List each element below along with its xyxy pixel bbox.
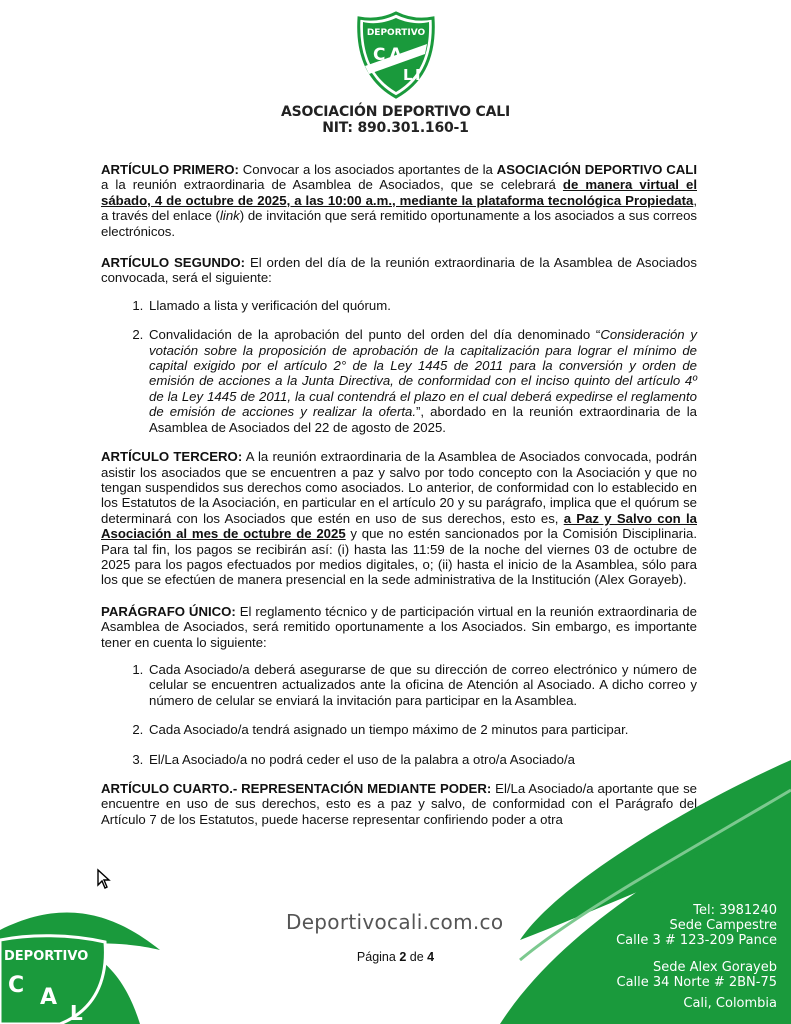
svg-text:L: L [403,66,413,84]
list-item: 1. Cada Asociado/a deberá asegurarse de que su dirección de correo electrónico y número de celular se encuentren actualizados ante la oficina de Atención al Asociado. A dicho correo y número de celular se enviará la invitación para participar en la Asamblea. [147,662,697,708]
footer-addr-campestre: Calle 3 # 123-209 Pance [616,933,777,948]
articulo-cuarto: ARTÍCULO CUARTO.- REPRESENTACIÓN MEDIANTE PODER: El/La Asociado/a aportante que se encuentre en uso de sus derechos, esto es a paz y salvo, de conformidad con el Parágrafo del Artículo 7 de los Estatutos, puede hacerse representar confiriendo poder a otra [101,781,698,827]
paragrafo-unico: PARÁGRAFO ÚNICO: El reglamento técnico y de participación virtual en la reunión extraordinaria de Asamblea de Asociados, será remitido oportunamente a los Asociados. Sin embargo, es importante tener en cuenta lo siguiente: [101,603,697,650]
articulo-segundo-label: ARTÍCULO SEGUNDO: [101,255,246,271]
page-number: Página 2 de 4 [356,950,435,964]
articulo-tercero-label: ARTÍCULO TERCERO: [101,449,243,465]
svg-text:L: L [70,1001,83,1024]
list-item: 1. Llamado a lista y verificación del quórum. [147,298,697,313]
orden-del-dia-list [101,298,697,435]
svg-text:C: C [373,45,386,65]
list-item: 2. Convalidación de la aprobación del punto del orden del día denominado “Consideración y votación sobre la proposición de aprobación de la capitalización para lograr el mínimo de capital exigido por el artículo 2° de la Ley 1445 de 2011 para la conversión y orden de emisión de acciones a la Junta Directiva, de conformidad con el inciso quinto del artículo 4º de la Ley 1445 de 2011, la cual contendrá el plazo en el cual deberá expedirse el reglamento de emisión de acciones y realizar la oferta.”, abordado en la reunión extraordinaria de la Asamblea de Asociados del 22 de agosto de 2025. [147,327,697,435]
list-item: 2. Cada Asociado/a tendrá asignado un tiempo máximo de 2 minutos para participar. [147,722,697,737]
paragrafo-list [101,662,697,767]
meeting-date-underlined: de manera virtual el sábado, 4 de octubre de 2025, a las 10:00 a.m., mediante la plataforma tecnológica Propiedata [101,177,698,208]
articulo-tercero: ARTÍCULO TERCERO: A la reunión extraordinaria de la Asamblea de Asociados convocada, podrán asistir los asociados que se encuentren a paz y salvo por todo concepto con la Asociación y que no tengan suspendidos sus derechos como asociados. Lo anterior, de conformidad con lo establecido en los Estatutos de la Asociación, en particular en el artículo 20 y su parágrafo, implica que el quórum se determinará con los Asociados que estén en uso de sus derechos, esto es, a Paz y Salvo con la Asociación al mes de octubre de 2025 y que no estén sancionados por la Comisión Disciplinaria. Para tal fin, los pagos se recibirán así: (i) hasta las 11:59 de la noche del viernes 03 de octubre de 2025 para los pagos efectuados por medios digitales, o; (ii) hasta el inicio de la Asamblea, sólo para los que se efectúen de manera presencial en la sede administrativa de la Institución (Alex Gorayeb). [101,449,697,588]
footer-sede-alex: Sede Alex Gorayeb [652,960,777,975]
svg-text:I: I [415,66,421,84]
svg-text:DEPORTIVO: DEPORTIVO [366,28,426,38]
svg-text:DEPORTIVO: DEPORTIVO [4,949,89,964]
footer-sede-campestre: Sede Campestre [669,918,777,933]
footer-city: Cali, Colombia [683,996,777,1011]
deportivo-cali-crest-logo [355,10,437,100]
articulo-primero: ARTÍCULO PRIMERO: Convocar a los asociados aportantes de la ASOCIACIÓN DEPORTIVO CALI a la reunión extraordinaria de Asamblea de Asociados, que se celebrará de manera virtual el sábado, 4 de octubre de 2025, a las 10:00 a.m., mediante la plataforma tecnológica Propiedata, a través del enlace (link) de invitación que será remitido oportunamente a los asociados a sus correos electrónicos. [101,162,698,239]
document-body [101,162,697,843]
organization-header [0,104,791,136]
articulo-primero-label: ARTÍCULO PRIMERO: [101,162,239,177]
paragrafo-unico-label: PARÁGRAFO ÚNICO: [101,603,236,619]
list-item: 3. El/La Asociado/a no podrá ceder el uso de la palabra a otro/a Asociado/a [147,752,697,767]
paz-y-salvo-underlined: a Paz y Salvo con la Asociación al mes de octubre de 2025 [101,510,697,542]
footer-contact-1 [616,903,777,948]
mouse-cursor-icon [96,868,112,890]
svg-text:C: C [8,973,25,998]
footer-crest-logo [0,930,110,1024]
footer-addr-alex: Calle 34 Norte # 2BN-75 [616,975,777,990]
svg-text:A: A [40,985,58,1010]
footer-contact-2 [617,960,778,1011]
svg-text:A: A [389,45,403,65]
organization-nit: NIT: 890.301.160-1 [322,120,469,136]
articulo-segundo: ARTÍCULO SEGUNDO: El orden del día de la reunión extraordinaria de la Asamblea de Asociados convocada, será el siguiente: [101,255,697,286]
organization-name: ASOCIACIÓN DEPORTIVO CALI [281,104,510,120]
footer-website: Deportivocali.com.co [286,910,504,934]
footer-tel: Tel: 3981240 [693,903,777,918]
articulo-cuarto-label: ARTÍCULO CUARTO.- REPRESENTACIÓN MEDIANTE PODER: [101,781,492,796]
